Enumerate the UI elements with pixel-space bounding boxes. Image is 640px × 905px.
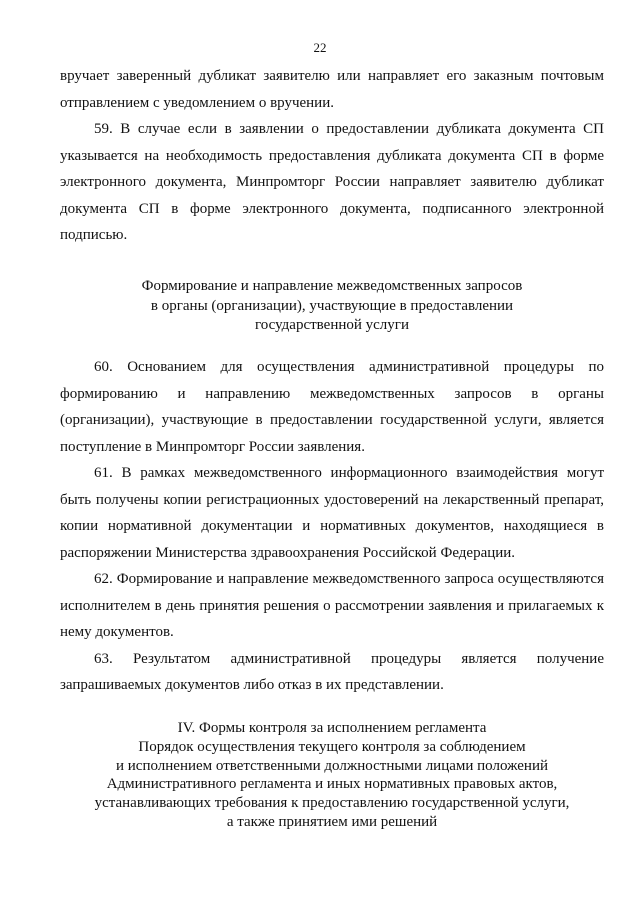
heading-line: государственной услуги [255, 317, 409, 333]
paragraph-61: 61. В рамках межведомственного информационного взаимодействия могут быть получены копии регистрационных удостоверений на лекарственный препарат, копии нормативной документации и нормативных документов, находящиеся в распоряжении Министерства здравоохранения Российской Федерации. [60, 465, 604, 561]
heading-line: Порядок осуществления текущего контроля за соблюдением [138, 738, 526, 755]
section-1-body [60, 63, 604, 249]
heading-line: Административного регламента и иных нормативных правовых актов, [106, 776, 558, 793]
paragraph-59: 59. В случае если в заявлении о предоставлении дубликата документа СП указывается на необходимость предоставления дубликата документа СП в форме электронного документа, Минпромторг России направляет заявителю дубликат документа СП в форме электронного документа, подписанного электронной подписью. [60, 121, 604, 243]
heading-line: в органы (организации), участвующие в предоставлении [150, 297, 514, 314]
paragraph-63: 63. Результатом административной процедуры является получение запрашиваемых документов либо отказ в их представлении. [60, 650, 604, 693]
heading-line: IV. Формы контроля за исполнением регламента [177, 720, 487, 736]
heading-line: а также принятием ими решений [226, 813, 438, 830]
heading-line: Формирование и направление межведомственных запросов [141, 278, 523, 294]
section-2-body [60, 354, 604, 699]
page-number: 22 [313, 40, 327, 55]
paragraph-62: 62. Формирование и направление межведомственного запроса осуществляются исполнителем в день принятия решения о рассмотрении заявления и прилагаемых к нему документов. [60, 571, 604, 640]
section-heading-iv-control-forms [60, 719, 604, 832]
heading-line: и исполнением ответственными должностными лицами положений [115, 757, 549, 774]
paragraph-continuation: вручает заверенный дубликат заявителю или направляет его заказным почтовым отправлением с уведомлением о вручении. [60, 68, 604, 111]
section-heading-interagency-requests [60, 277, 604, 336]
heading-line: устанавливающих требования к предоставлению государственной услуги, [94, 795, 570, 812]
paragraph-60: 60. Основанием для осуществления административной процедуры по формированию и направлению межведомственных запросов в органы (организации), участвующие в предоставлении государственной услуги, является поступление в Минпромторг России заявления. [60, 359, 604, 455]
